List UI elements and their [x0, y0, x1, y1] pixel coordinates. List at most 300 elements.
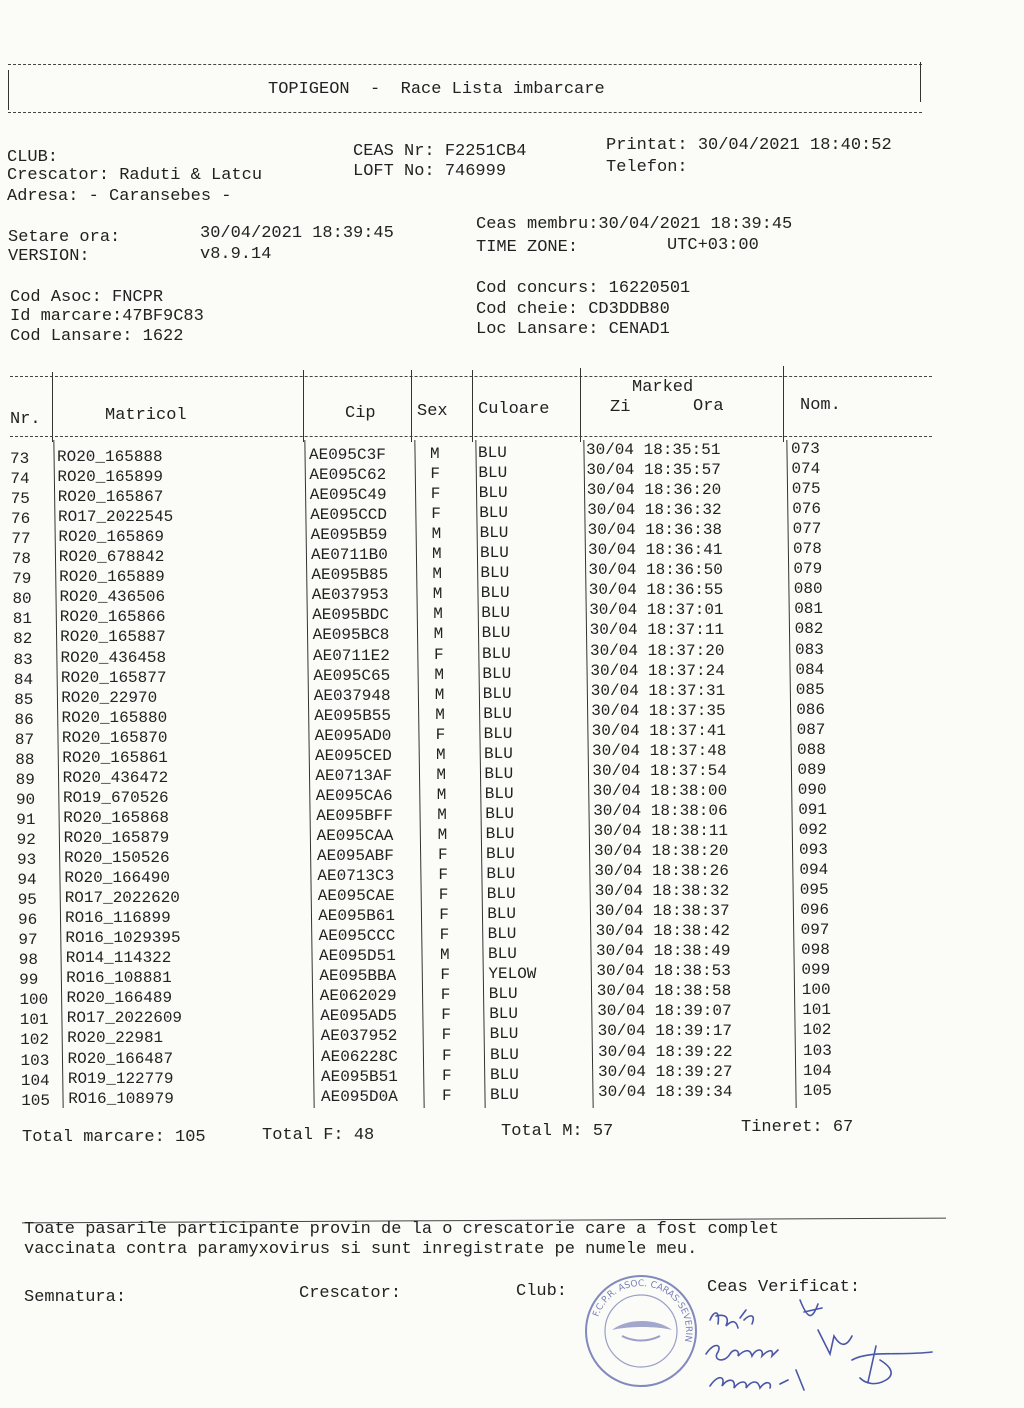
- crescator-info: Crescator: Raduti & Latcu: [7, 166, 263, 185]
- table-row: [0, 820, 1024, 849]
- cell-nr: 85: [14, 690, 34, 709]
- cell-culoare: BLU: [487, 925, 517, 944]
- cell-matricol: RO17_2022609: [66, 1009, 183, 1028]
- cell-nr: 73: [10, 450, 30, 468]
- cell-culoare: BLU: [478, 484, 508, 503]
- cell-nom: 083: [795, 640, 824, 659]
- cell-sex: F: [431, 505, 441, 524]
- header-cip: Cip: [345, 404, 376, 423]
- cell-nom: 100: [801, 981, 831, 1000]
- cell-sex: M: [431, 525, 442, 544]
- header-sex: Sex: [417, 402, 448, 421]
- cell-marked: 30/04 18:37:41: [591, 721, 727, 740]
- cell-nr: 89: [15, 770, 35, 789]
- cell-nr: 80: [12, 590, 32, 609]
- cell-matricol: RO19_670526: [62, 788, 169, 807]
- cell-cip: AE0713C3: [317, 867, 395, 886]
- cell-matricol: RO20_165866: [59, 608, 166, 627]
- table-row: [0, 841, 1024, 869]
- cell-culoare: BLU: [482, 644, 511, 663]
- cell-matricol: RO20_166490: [64, 869, 170, 888]
- cell-matricol: RO20_165877: [60, 668, 167, 687]
- cell-sex: F: [439, 906, 449, 925]
- cell-nr: 92: [16, 830, 36, 849]
- cell-matricol: RO20_165870: [61, 728, 168, 747]
- table-row: [0, 981, 1024, 1010]
- cell-culoare: BLU: [483, 724, 513, 743]
- cell-marked: 30/04 18:36:50: [588, 561, 723, 580]
- table-row: [0, 1061, 1024, 1090]
- cell-nr: 91: [16, 810, 36, 829]
- cell-cip: AE0711B0: [311, 546, 388, 565]
- cell-nom: 104: [803, 1061, 832, 1080]
- cell-cip: AE095B85: [311, 566, 389, 585]
- cell-marked: 30/04 18:38:53: [596, 962, 731, 981]
- cell-cip: AE06228C: [321, 1047, 398, 1066]
- cell-nom: 080: [793, 580, 823, 599]
- cell-matricol: RO20_678842: [58, 548, 165, 567]
- cell-sex: F: [442, 1066, 452, 1085]
- cell-culoare: BLU: [482, 684, 512, 703]
- cell-culoare: BLU: [479, 504, 508, 523]
- cell-cip: AE095AD5: [320, 1007, 397, 1026]
- table-header-top-border: [10, 376, 932, 377]
- cell-cip: AE095C62: [309, 466, 387, 485]
- cell-matricol: RO20_165880: [61, 708, 168, 727]
- cell-sex: F: [438, 846, 448, 864]
- cell-matricol: RO20_165868: [63, 808, 169, 827]
- cell-sex: F: [434, 645, 444, 664]
- cell-matricol: RO20_436458: [60, 648, 167, 667]
- cell-sex: M: [430, 445, 440, 463]
- cell-matricol: RO20_165899: [57, 468, 163, 487]
- cell-sex: M: [437, 825, 448, 844]
- table-row: [0, 580, 1024, 609]
- cell-culoare: BLU: [485, 824, 515, 843]
- table-row: [0, 921, 1024, 950]
- telefon-info: Telefon:: [606, 158, 688, 177]
- table-col-divider: [472, 370, 473, 442]
- loc-lansare-info: Loc Lansare: CENAD1: [476, 320, 670, 339]
- cell-culoare: BLU: [481, 624, 511, 643]
- table-row: [0, 740, 1024, 769]
- cell-nr: 84: [13, 670, 34, 689]
- cell-sex: M: [436, 745, 446, 764]
- cell-marked: 30/04 18:38:11: [593, 821, 729, 840]
- cell-matricol: RO16_1029395: [65, 929, 181, 948]
- cod-lansare-info: Cod Lansare: 1622: [10, 327, 184, 346]
- cell-sex: F: [440, 986, 451, 1005]
- cell-nr: 90: [15, 790, 36, 809]
- cell-culoare: BLU: [482, 664, 512, 683]
- ceas-membru-info: Ceas membru:30/04/2021 18:39:45: [476, 215, 793, 234]
- cell-marked: 30/04 18:38:58: [596, 982, 732, 1001]
- cell-nom: 098: [801, 941, 830, 960]
- header-matricol: Matricol: [105, 406, 187, 425]
- cell-nr: 100: [19, 991, 49, 1010]
- cell-nr: 76: [11, 510, 31, 529]
- cell-culoare: BLU: [488, 945, 517, 964]
- cell-nom: 097: [800, 921, 830, 940]
- header-culoare: Culoare: [478, 400, 550, 419]
- cell-cip: AE095C3F: [309, 446, 386, 464]
- header-bottom-border: [8, 112, 922, 113]
- cod-concurs-info: Cod concurs: 16220501: [476, 279, 691, 298]
- table-row: [0, 500, 1024, 529]
- cell-marked: 30/04 18:35:51: [586, 441, 721, 459]
- cell-nom: 082: [794, 620, 824, 639]
- cell-marked: 30/04 18:39:17: [597, 1022, 733, 1041]
- club-label: CLUB:: [7, 148, 59, 167]
- table-col-divider: [783, 366, 784, 442]
- table-header-bottom-border: [10, 436, 932, 437]
- cell-culoare: BLU: [480, 564, 510, 583]
- club-footer-label: Club:: [516, 1282, 568, 1301]
- cell-nr: 88: [15, 750, 35, 769]
- cell-sex: M: [434, 665, 444, 684]
- table-row: [0, 560, 1024, 589]
- cell-matricol: RO20_166487: [67, 1049, 174, 1068]
- cell-matricol: RO16_116899: [65, 909, 171, 928]
- cell-cip: AE095BBA: [319, 967, 397, 986]
- cell-culoare: BLU: [486, 885, 516, 904]
- cell-cip: AE0711E2: [313, 646, 390, 665]
- cell-nom: 099: [801, 961, 831, 980]
- cell-cip: AE095CCC: [318, 927, 396, 946]
- time-zone-value: UTC+03:00: [667, 236, 759, 255]
- header-zi: Zi: [610, 398, 631, 417]
- cell-marked: 30/04 18:39:22: [598, 1042, 733, 1061]
- cell-matricol: RO17_2022620: [64, 889, 180, 908]
- cell-sex: M: [432, 585, 443, 604]
- cell-nr: 98: [18, 951, 38, 970]
- cell-nr: 78: [11, 550, 31, 569]
- cell-nom: 103: [803, 1041, 832, 1060]
- cell-sex: M: [434, 685, 445, 704]
- cell-matricol: RO20_165879: [63, 828, 170, 847]
- cell-nom: 096: [800, 901, 829, 920]
- cell-nom: 073: [791, 440, 820, 458]
- header-marked: Marked: [632, 378, 694, 397]
- cell-matricol: RO20_165867: [57, 488, 164, 507]
- cell-nom: 085: [795, 680, 825, 699]
- cell-marked: 30/04 18:38:00: [592, 781, 728, 800]
- header-right-border: [920, 62, 921, 102]
- table-row: [0, 901, 1024, 930]
- header-left-border: [8, 70, 9, 110]
- cell-cip: AE095B61: [318, 907, 395, 926]
- cell-marked: 30/04 18:38:42: [595, 922, 731, 941]
- cell-nr: 79: [12, 570, 32, 589]
- cell-marked: 30/04 18:39:27: [598, 1062, 733, 1081]
- cell-nr: 75: [10, 490, 30, 509]
- cell-cip: AE095CA6: [315, 786, 393, 805]
- table-row: [0, 861, 1024, 890]
- cell-nom: 093: [799, 841, 828, 859]
- cell-nr: 93: [17, 851, 37, 869]
- cell-marked: 30/04 18:38:32: [594, 882, 730, 901]
- cell-cip: AE095D0A: [321, 1087, 398, 1106]
- cell-nr: 94: [17, 871, 37, 890]
- cell-matricol: RO20_165889: [59, 568, 165, 587]
- cell-nom: 088: [797, 740, 826, 759]
- cell-nr: 102: [20, 1031, 49, 1050]
- cell-culoare: BLU: [490, 1065, 519, 1084]
- adresa-info: Adresa: - Caransebes -: [7, 187, 232, 206]
- cell-nr: 104: [20, 1071, 50, 1090]
- cell-sex: M: [433, 605, 443, 624]
- cell-culoare: BLU: [488, 985, 518, 1004]
- table-row: [0, 600, 1024, 629]
- cell-culoare: BLU: [484, 764, 514, 783]
- cell-marked: 30/04 18:38:37: [595, 902, 730, 921]
- cell-nom: 087: [796, 720, 826, 739]
- cell-culoare: BLU: [490, 1085, 519, 1104]
- cell-sex: F: [439, 926, 450, 945]
- cell-cip: AE037953: [311, 586, 389, 605]
- cell-culoare: BLU: [486, 865, 516, 884]
- table-col-divider: [303, 370, 304, 442]
- cell-nom: 081: [794, 600, 823, 619]
- cell-nom: 102: [802, 1021, 832, 1040]
- cell-nr: 86: [14, 710, 34, 729]
- cell-matricol: RO16_108979: [68, 1089, 174, 1108]
- cell-cip: AE095ABF: [317, 847, 394, 865]
- cell-culoare: BLU: [489, 1005, 518, 1024]
- table-row: [0, 780, 1024, 809]
- setare-ora-value: 30/04/2021 18:39:45: [200, 224, 394, 243]
- cell-matricol: RO20_165861: [62, 748, 168, 767]
- cell-marked: 30/04 18:37:48: [592, 741, 727, 760]
- cell-culoare: BLU: [487, 905, 516, 924]
- statement-line-1: Toate pasarile participante provin de la o crescatorie care a fost complet: [24, 1220, 779, 1239]
- cell-marked: 30/04 18:39:07: [597, 1002, 732, 1021]
- table-row: [0, 1001, 1024, 1030]
- cell-cip: AE095C65: [313, 666, 391, 685]
- cell-sex: F: [435, 725, 446, 744]
- cell-nom: 094: [799, 861, 829, 880]
- cell-sex: M: [436, 785, 447, 804]
- cell-nr: 97: [18, 931, 38, 950]
- cell-culoare: BLU: [478, 464, 508, 483]
- cell-nr: 96: [18, 911, 38, 930]
- table-row: [0, 640, 1024, 669]
- cell-culoare: BLU: [480, 544, 509, 563]
- cell-nom: 074: [791, 460, 821, 479]
- cell-matricol: RO20_150526: [64, 849, 170, 867]
- cell-nr: 74: [10, 470, 30, 489]
- cell-sex: F: [442, 1086, 452, 1105]
- cell-cip: AE095CCD: [310, 506, 387, 525]
- cell-marked: 30/04 18:36:38: [587, 521, 723, 540]
- cell-matricol: RO20_22981: [67, 1029, 164, 1048]
- tineret-total: Tineret: 67: [741, 1118, 854, 1137]
- version-label: VERSION:: [8, 247, 90, 266]
- cell-cip: AE062029: [319, 987, 397, 1006]
- cell-sex: F: [440, 966, 450, 985]
- cell-nom: 095: [799, 881, 829, 900]
- cell-nom: 092: [798, 820, 828, 839]
- cell-cip: AE037952: [320, 1027, 398, 1046]
- cell-sex: M: [436, 765, 446, 784]
- total-marcare: Total marcare: 105: [22, 1128, 206, 1147]
- cell-culoare: BLU: [478, 444, 507, 462]
- cell-sex: F: [441, 1006, 451, 1025]
- cell-nr: 105: [21, 1091, 50, 1110]
- cell-nr: 103: [20, 1051, 50, 1070]
- table-col-divider: [580, 368, 581, 442]
- cell-marked: 30/04 18:37:24: [590, 661, 725, 680]
- cell-marked: 30/04 18:37:35: [591, 701, 726, 720]
- cell-culoare: BLU: [484, 784, 514, 803]
- cell-cip: AE095AD0: [314, 726, 392, 745]
- table-row: [0, 720, 1024, 749]
- cell-nr: 83: [13, 650, 33, 669]
- total-f: Total F: 48: [262, 1126, 375, 1145]
- table-row: [0, 480, 1024, 509]
- time-zone-label: TIME ZONE:: [476, 238, 579, 257]
- cell-sex: F: [442, 1046, 452, 1065]
- cell-cip: AE095BDC: [312, 606, 389, 625]
- cell-nr: 95: [17, 891, 37, 910]
- page-title: TOPIGEON - Race Lista imbarcare: [268, 80, 605, 99]
- cell-matricol: RO20_166489: [66, 989, 173, 1008]
- table-row: [0, 941, 1024, 970]
- cell-cip: AE095BFF: [316, 806, 393, 825]
- cell-nom: 101: [802, 1001, 831, 1020]
- cell-cip: AE095B55: [314, 706, 391, 725]
- table-row: [0, 660, 1024, 689]
- cell-sex: F: [438, 886, 449, 905]
- cell-marked: 30/04 18:37:20: [590, 641, 725, 660]
- cell-matricol: RO19_122779: [67, 1069, 174, 1088]
- cell-marked: 30/04 18:35:57: [586, 461, 721, 480]
- semnatura-label: Semnatura:: [24, 1288, 127, 1307]
- total-m: Total M: 57: [501, 1122, 614, 1141]
- cell-sex: M: [432, 545, 442, 564]
- cell-marked: 30/04 18:36:32: [587, 501, 722, 520]
- table-row: [0, 1041, 1024, 1070]
- cell-nom: 090: [797, 780, 827, 799]
- header-nr: Nr.: [10, 410, 41, 429]
- table-row: [0, 460, 1024, 489]
- cell-sex: M: [432, 565, 442, 584]
- cell-marked: 30/04 18:36:55: [588, 581, 724, 600]
- cell-matricol: RO20_165888: [57, 448, 163, 466]
- cell-marked: 30/04 18:38:06: [593, 801, 728, 820]
- cell-sex: M: [433, 625, 444, 644]
- printat-info: Printat: 30/04/2021 18:40:52: [606, 136, 892, 155]
- cell-culoare: BLU: [486, 845, 515, 863]
- table-row: [0, 540, 1024, 569]
- setare-ora-label: Setare ora:: [8, 228, 121, 247]
- cell-nom: 076: [792, 500, 821, 519]
- cell-culoare: BLU: [485, 804, 514, 823]
- table-row: [0, 620, 1024, 649]
- cell-matricol: RO20_436472: [62, 768, 169, 787]
- cell-culoare: BLU: [489, 1025, 519, 1044]
- cell-marked: 30/04 18:37:01: [589, 601, 724, 620]
- association-stamp: [582, 1272, 700, 1390]
- cell-matricol: RO16_108881: [66, 969, 172, 988]
- header-ora: Ora: [693, 397, 724, 416]
- cell-cip: AE095D51: [319, 947, 396, 966]
- cell-culoare: BLU: [484, 744, 513, 763]
- cell-nom: 091: [798, 800, 827, 819]
- cell-nom: 075: [791, 480, 821, 499]
- cell-nom: 086: [796, 700, 825, 719]
- table-col-divider: [52, 372, 53, 442]
- ceas-verificat-label: Ceas Verificat:: [707, 1278, 861, 1297]
- stamp-text: F.C.P.R. ASOC. CARAS-SEVERIN: [591, 1278, 694, 1343]
- table-row: [0, 760, 1024, 789]
- cell-sex: F: [438, 866, 448, 885]
- id-marcare-info: Id marcare:47BF9C83: [10, 307, 204, 326]
- cell-cip: AE095B51: [321, 1067, 398, 1086]
- cell-nom: 089: [797, 760, 827, 779]
- cell-sex: F: [441, 1026, 452, 1045]
- ceas-info: CEAS Nr: F2251CB4: [353, 142, 527, 161]
- cell-nr: 99: [19, 971, 39, 990]
- cell-marked: 30/04 18:37:54: [592, 761, 727, 780]
- table-row: [0, 700, 1024, 729]
- cell-culoare: BLU: [480, 584, 510, 603]
- crescator-label: Crescator:: [299, 1284, 402, 1303]
- cell-cip: AE095C49: [309, 486, 387, 505]
- cell-cip: AE095B59: [310, 526, 388, 545]
- header-nom: Nom.: [800, 396, 841, 415]
- handwritten-signature: [700, 1290, 940, 1400]
- cod-cheie-info: Cod cheie: CD3DDB80: [476, 300, 670, 319]
- cell-cip: AE0713AF: [315, 766, 393, 785]
- cell-culoare: BLU: [479, 524, 509, 543]
- header-top-border: [8, 64, 922, 65]
- cell-marked: 30/04 18:38:49: [596, 942, 731, 961]
- table-row: [0, 1021, 1024, 1050]
- cell-matricol: RO14_114322: [65, 949, 172, 968]
- cell-matricol: RO20_22970: [61, 688, 158, 707]
- cell-matricol: RO20_165869: [58, 528, 165, 547]
- table-col-divider: [411, 370, 412, 442]
- cell-nom: 105: [803, 1081, 832, 1100]
- cell-matricol: RO17_2022545: [58, 508, 174, 527]
- cell-sex: M: [437, 805, 447, 824]
- cell-nr: 101: [19, 1011, 49, 1030]
- cell-nom: 084: [795, 660, 825, 679]
- cell-culoare: YELOW: [488, 965, 537, 984]
- cell-marked: 30/04 18:38:26: [594, 862, 729, 881]
- table-row: [0, 440, 1024, 468]
- cell-culoare: BLU: [481, 604, 510, 623]
- cell-nom: 077: [792, 520, 822, 539]
- cell-nr: 81: [12, 610, 32, 629]
- cell-marked: 30/04 18:37:31: [590, 681, 726, 700]
- table-row: [0, 520, 1024, 549]
- cell-nr: 87: [14, 730, 35, 749]
- loft-info: LOFT No: 746999: [353, 162, 507, 181]
- cell-nom: 078: [793, 540, 822, 559]
- cell-sex: F: [430, 485, 441, 504]
- table-row: [0, 961, 1024, 990]
- cod-asoc-info: Cod Asoc: FNCPR: [10, 288, 164, 307]
- cell-marked: 30/04 18:39:34: [598, 1082, 733, 1101]
- cell-marked: 30/04 18:36:20: [586, 481, 722, 500]
- cell-nom: 079: [793, 560, 823, 579]
- cell-cip: AE095BC8: [312, 626, 390, 645]
- table-row: [0, 1081, 1024, 1110]
- cell-nr: 82: [13, 630, 33, 649]
- table-row: [0, 680, 1024, 709]
